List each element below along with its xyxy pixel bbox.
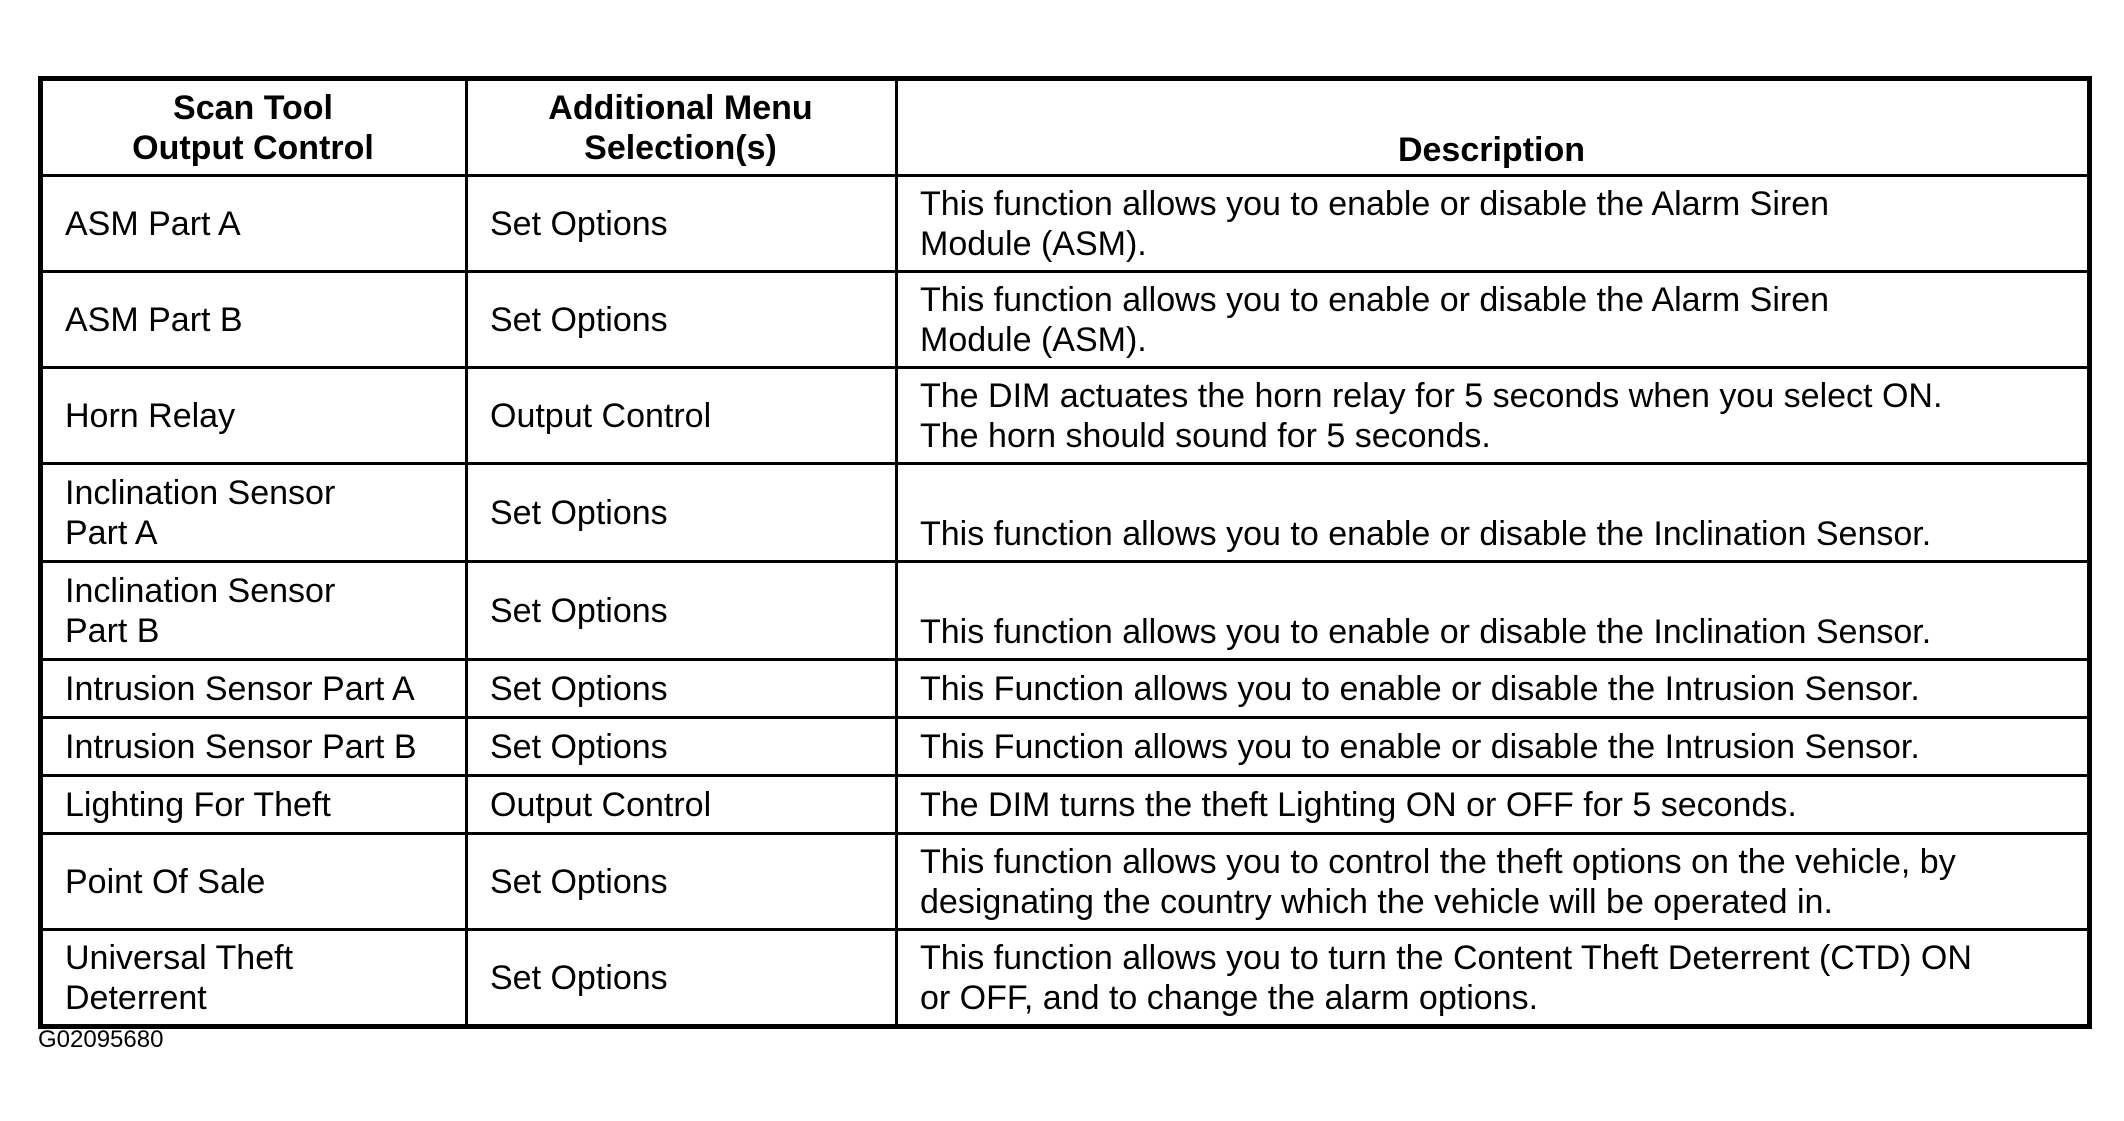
header-scan-tool-output-control: Scan Tool Output Control <box>41 79 467 176</box>
cell-description: This function allows you to turn the Content Theft Deterrent (CTD) ON or OFF, and to change the alarm options. <box>897 930 2090 1027</box>
header-row <box>41 79 2090 176</box>
table-row <box>41 464 2090 562</box>
output-control-table <box>38 76 2092 1029</box>
header-description: Description <box>897 79 2090 176</box>
cell-output-control: Intrusion Sensor Part A <box>41 660 467 718</box>
cell-description: The DIM turns the theft Lighting ON or OFF for 5 seconds. <box>897 776 2090 834</box>
table-row <box>41 718 2090 776</box>
table-row <box>41 834 2090 930</box>
table-row <box>41 272 2090 368</box>
cell-output-control: Lighting For Theft <box>41 776 467 834</box>
table-row <box>41 660 2090 718</box>
cell-output-control: ASM Part B <box>41 272 467 368</box>
cell-description: This function allows you to control the theft options on the vehicle, by designating the country which the vehicle will be operated in. <box>897 834 2090 930</box>
cell-description: This Function allows you to enable or disable the Intrusion Sensor. <box>897 718 2090 776</box>
cell-description: This function allows you to enable or disable the Alarm Siren Module (ASM). <box>897 272 2090 368</box>
cell-menu-selection: Set Options <box>467 660 897 718</box>
figure-id-label: G02095680 <box>38 1026 164 1053</box>
cell-description: The DIM actuates the horn relay for 5 seconds when you select ON. The horn should sound for 5 seconds. <box>897 368 2090 464</box>
cell-description: This function allows you to enable or disable the Inclination Sensor. <box>897 562 2090 660</box>
cell-menu-selection: Set Options <box>467 272 897 368</box>
cell-menu-selection: Set Options <box>467 718 897 776</box>
table-row <box>41 368 2090 464</box>
table-row <box>41 562 2090 660</box>
cell-output-control: Intrusion Sensor Part B <box>41 718 467 776</box>
table-row <box>41 776 2090 834</box>
cell-menu-selection: Set Options <box>467 464 897 562</box>
cell-menu-selection: Output Control <box>467 776 897 834</box>
header-additional-menu-selections: Additional Menu Selection(s) <box>467 79 897 176</box>
cell-output-control: Universal Theft Deterrent <box>41 930 467 1027</box>
cell-menu-selection: Output Control <box>467 368 897 464</box>
cell-menu-selection: Set Options <box>467 176 897 272</box>
table-row <box>41 930 2090 1027</box>
cell-output-control: Inclination Sensor Part A <box>41 464 467 562</box>
cell-menu-selection: Set Options <box>467 562 897 660</box>
cell-description: This function allows you to enable or disable the Inclination Sensor. <box>897 464 2090 562</box>
cell-output-control: Horn Relay <box>41 368 467 464</box>
cell-description: This Function allows you to enable or disable the Intrusion Sensor. <box>897 660 2090 718</box>
cell-menu-selection: Set Options <box>467 834 897 930</box>
cell-output-control: Point Of Sale <box>41 834 467 930</box>
cell-output-control: Inclination Sensor Part B <box>41 562 467 660</box>
cell-output-control: ASM Part A <box>41 176 467 272</box>
cell-description: This function allows you to enable or disable the Alarm Siren Module (ASM). <box>897 176 2090 272</box>
cell-menu-selection: Set Options <box>467 930 897 1027</box>
table-row <box>41 176 2090 272</box>
